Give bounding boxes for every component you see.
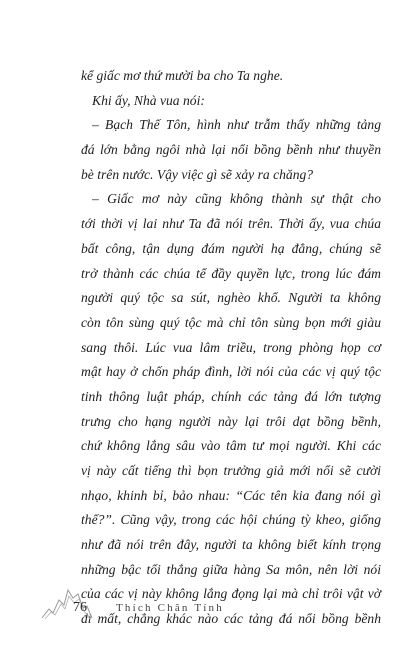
text-line: trở thành các chúa tể đầy quyền lực, trong lúc đám — [81, 265, 381, 281]
page-number: 76 — [73, 600, 87, 615]
text-line: những bậc tối thắng giữa hàng Sa môn, nên lời nói — [81, 561, 381, 577]
text-line: trưng cho hạng người này lại trôi dạt bồng bềnh, — [81, 413, 381, 429]
text-line: còn tôn sùng quý tộc mà chỉ tôn sùng bọn mới giàu — [81, 314, 381, 330]
text-line: sang thôi. Lúc vua lâm triều, trong phòng họp cơ — [81, 339, 381, 355]
text-line: – Bạch Thế Tôn, hình như trẫm thấy những tảng — [92, 117, 381, 133]
text-line: chứ không lắng sâu vào tâm tư mọi người. Khi các — [81, 438, 381, 454]
text-line: – Giấc mơ này cũng không thành sự thật cho — [92, 191, 381, 207]
text-line: nhạo, khinh bỉ, bảo nhau: “Các tên kia đang nói gì — [81, 487, 381, 503]
page-footer — [40, 578, 400, 628]
text-line: bè trên nước. Vậy việc gì sẽ xảy ra chăng? — [81, 166, 314, 182]
text-line: mật hay ở chốn pháp đình, lời nói của các vị quý tộc — [81, 364, 381, 380]
text-line: Khi ấy, Nhà vua nói: — [92, 92, 205, 108]
text-line: như đã nói trên đây, người ta không biết kính trọng — [81, 537, 381, 553]
text-line: của các vị này không lắng đọng lại mà chỉ trôi vật vờ — [81, 586, 381, 602]
text-line: tinh thông luật pháp, chính các tảng đá lớn tượng — [81, 388, 381, 404]
footer-author: Thích Chân Tính — [116, 602, 224, 614]
text-line: thế?”. Cũng vậy, trong các hội chúng tỳ kheo, giống — [81, 512, 381, 528]
body-text — [81, 64, 381, 632]
text-line: bất công, tận dụng đám người hạ đẳng, chúng sẽ — [81, 240, 381, 256]
text-line: tới thời vị lai như Ta đã nói trên. Thời ấy, vua chúa — [81, 216, 381, 232]
text-line: vị này cất tiếng thì bọn trưởng giả mới nổi sẽ cười — [81, 463, 381, 478]
text-line: người quý tộc sa sút, nghèo khổ. Người ta không — [81, 290, 381, 306]
text-line: đá lớn bằng ngôi nhà lại nổi bồng bềnh như thuyền — [81, 142, 381, 158]
text-line: kể giấc mơ thứ mười ba cho Ta nghe. — [81, 68, 284, 83]
text-line: đi mất, chẳng khác nào các tảng đá nổi bồng bềnh — [81, 611, 381, 627]
